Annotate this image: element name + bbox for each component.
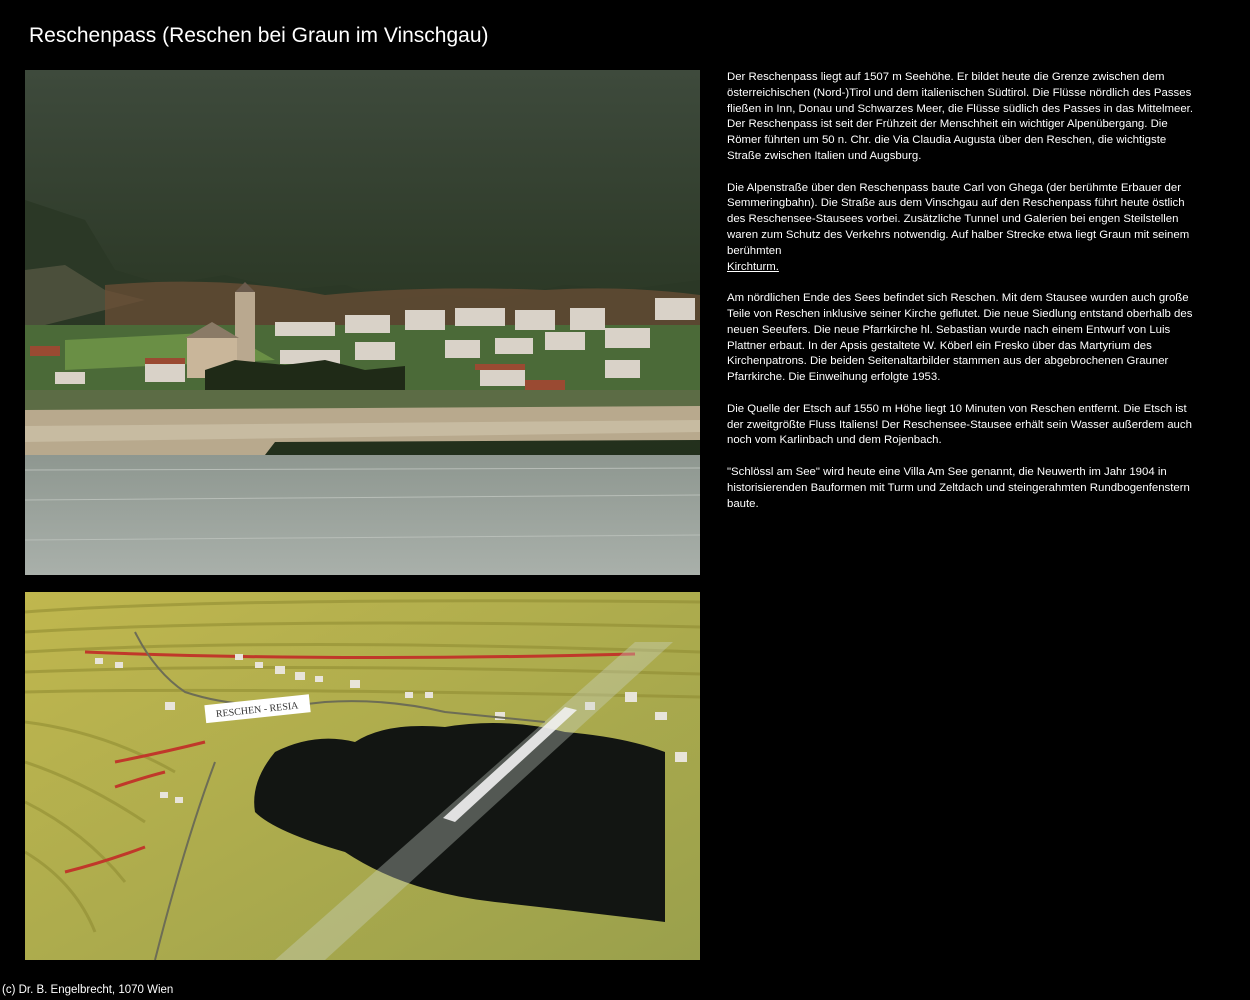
kirchturm-link[interactable]: Kirchturm. (727, 260, 779, 273)
paragraph-reschen: Am nördlichen Ende des Sees befindet sich Reschen. Mit dem Stausee wurden auch große Teile von Reschen inklusive seiner Kirche geflutet. Die neue Siedlung entstand oberhalb des neuen Seeufers. Die neue Pfarrkirche hl. Sebastian wurde nach einem Entwurf von Luis Plattner erbaut. In der Apsis gestaltete W. Köberl ein Fresko über das Martyrium des Kirchenpatrons. Die beiden Seitenaltarbilder stammen aus der abgebrochenen Grauner Pfarrkirche. Die Einweihung erfolgte 1953. (727, 292, 1193, 384)
paragraph-history: Der Reschenpass liegt auf 1507 m Seehöhe. Er bildet heute die Grenze zwischen dem österreichischen (Nord-)Tirol und dem italienischen Südtirol. Die Flüsse nördlich des Passes fließen in Inn, Donau und Schwarzes Meer, die Flüsse südlich des Passes in das Mittelmeer. Der Reschenpass ist seit der Frühzeit der Menschheit ein wichtiger Alpenübergang. Die Römer führten um 50 n. Chr. die Via Claudia Augusta über den Reschen, die wichtigste Straße zwischen Italien und Augsburg. (727, 71, 1193, 162)
copyright-footer: (c) Dr. B. Engelbrecht, 1070 Wien (2, 984, 174, 996)
photo-relief-model (25, 592, 700, 960)
paragraph-alpine-road-text: Die Alpenstraße über den Reschenpass baute Carl von Ghega (der berühmte Erbauer der Semmeringbahn). Die Straße aus dem Vinschgau auf den Reschenpass führt heute östlich des Reschensee-Stausees vorbei. Zusätzliche Tunnel und Galerien bei engen Steilstellen waren zum Schutz des Verkehrs notwendig. Auf halber Strecke etwa liegt Graun mit seinem berühmten (727, 181, 1190, 257)
model-label: RESCHEN - RESIA (215, 700, 299, 721)
paragraph-etsch: Die Quelle der Etsch auf 1550 m Höhe liegt 10 Minuten von Reschen entfernt. Die Etsch ist der zweitgrößte Fluss Italiens! Der Reschensee-Stausee erhält sein Wasser außerdem auch noch vom Karlinbach und dem Rojenbach. (727, 402, 1192, 447)
photo-reschen-village (25, 70, 700, 575)
paragraph-schloessl: "Schlössl am See" wird heute eine Villa Am See genannt, die Neuwerth im Jahr 1904 in historisierenden Bauformen mit Turm und Zeltdach und steingerahmten Rundbogenfenstern baute. (727, 465, 1190, 510)
article-text (727, 70, 1202, 528)
page-title: Reschenpass (Reschen bei Graun im Vinschgau) (29, 24, 489, 47)
paragraph-alpine-road (727, 181, 1202, 276)
